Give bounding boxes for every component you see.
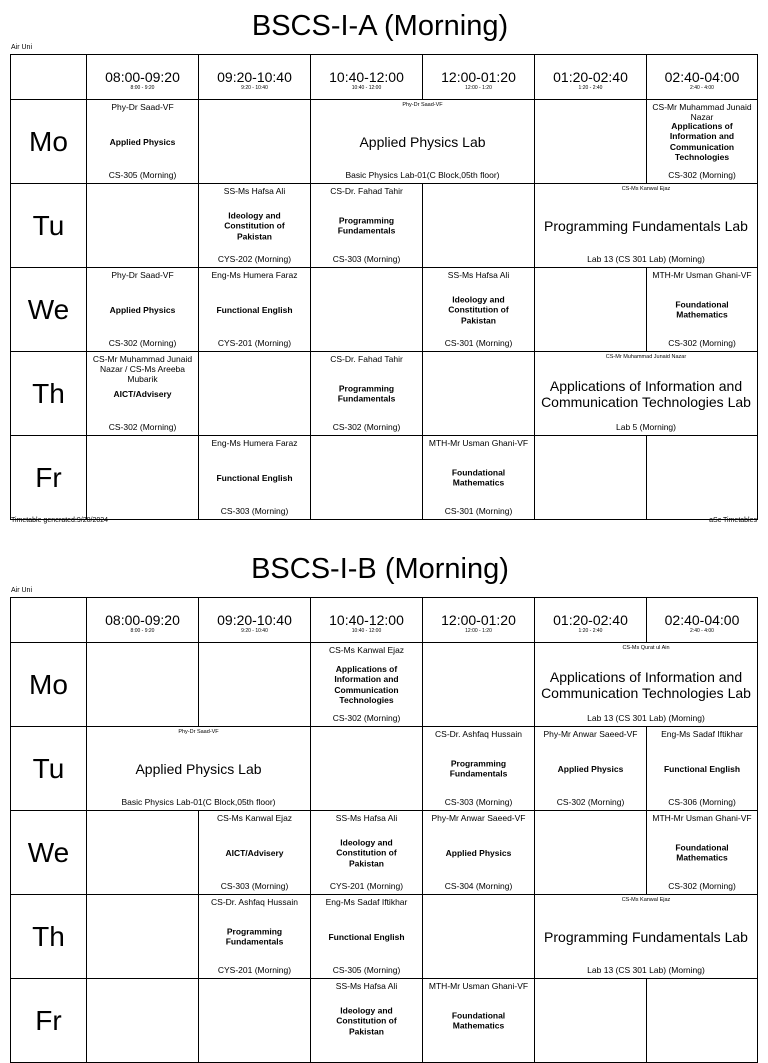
lesson-cell[interactable] bbox=[423, 268, 535, 352]
lesson-subject: Applied Physics Lab bbox=[135, 760, 262, 777]
lesson-teacher: SS-Ms Hafsa Ali bbox=[335, 981, 398, 991]
lesson-room: CS-303 (Morning) bbox=[220, 506, 289, 516]
lesson-cell[interactable] bbox=[199, 811, 311, 895]
day-label: Tu bbox=[11, 727, 87, 811]
period-header bbox=[87, 55, 199, 100]
period-time: 12:00-01:20 bbox=[441, 68, 516, 85]
lesson-subject: Applied Physics bbox=[109, 136, 176, 147]
lesson-teacher: Eng-Ms Sadaf Iftikhar bbox=[661, 729, 743, 739]
lesson-cell[interactable] bbox=[535, 643, 758, 727]
lesson-cell[interactable] bbox=[535, 184, 758, 268]
lesson-subject: Ideology and Constitution of Pakistan bbox=[448, 293, 509, 325]
empty-cell bbox=[535, 100, 647, 184]
lesson-teacher: MTH-Mr Usman Ghani-VF bbox=[652, 270, 752, 280]
empty-cell bbox=[535, 268, 647, 352]
empty-cell bbox=[199, 352, 311, 436]
footer-brand: aSc Timetables bbox=[709, 517, 757, 524]
lesson-subject: Applied Physics bbox=[109, 304, 176, 315]
period-header bbox=[535, 598, 647, 643]
lesson-teacher: Phy-Mr Anwar Saeed-VF bbox=[431, 813, 526, 823]
organization-label: Air Uni bbox=[11, 44, 33, 51]
day-label: Fr bbox=[11, 979, 87, 1063]
lesson-subject: Applications of Information and Communication Technologies Lab bbox=[541, 668, 751, 701]
lesson-subject: Applications of Information and Communication Technologies bbox=[669, 120, 735, 162]
period-header bbox=[647, 55, 758, 100]
lesson-content bbox=[87, 100, 198, 183]
lesson-teacher: CS-Dr. Ashfaq Hussain bbox=[211, 897, 298, 907]
lesson-room: CS-301 (Morning) bbox=[444, 338, 513, 348]
lesson-subject: Programming Fundamentals bbox=[337, 215, 396, 236]
lesson-subject: Foundational Mathematics bbox=[675, 842, 729, 863]
lesson-room: Lab 13 (CS 301 Lab) (Morning) bbox=[587, 713, 705, 723]
empty-cell bbox=[87, 895, 199, 979]
lesson-teacher: CS-Dr. Ashfaq Hussain bbox=[435, 729, 522, 739]
lesson-content bbox=[647, 727, 757, 810]
empty-cell bbox=[199, 643, 311, 727]
lesson-cell[interactable] bbox=[199, 268, 311, 352]
lesson-subject: Programming Fundamentals bbox=[337, 383, 396, 404]
lesson-teacher: MTH-Mr Usman Ghani-VF bbox=[652, 813, 752, 823]
period-time: 09:20-10:40 bbox=[217, 611, 292, 628]
lesson-room: CS-305 (Morning) bbox=[108, 170, 177, 180]
lesson-content bbox=[423, 979, 534, 1062]
empty-cell bbox=[535, 979, 647, 1063]
lesson-teacher: CS-Ms Kanwal Ejaz bbox=[216, 813, 293, 823]
lesson-room: CS-303 (Morning) bbox=[444, 797, 513, 807]
day-label: Fr bbox=[11, 436, 87, 520]
period-time: 10:40-12:00 bbox=[329, 68, 404, 85]
lesson-room: CS-302 (Morning) bbox=[556, 797, 625, 807]
lesson-room: Lab 13 (CS 301 Lab) (Morning) bbox=[587, 254, 705, 264]
lesson-teacher: CS-Dr. Fahad Tahir bbox=[330, 186, 403, 196]
lesson-subject: Programming Fundamentals bbox=[449, 758, 508, 779]
lesson-subject: Functional English bbox=[216, 472, 293, 483]
lesson-content bbox=[199, 436, 310, 519]
lesson-cell[interactable] bbox=[311, 811, 423, 895]
empty-cell bbox=[87, 643, 199, 727]
lesson-cell[interactable] bbox=[423, 436, 535, 520]
lesson-content bbox=[647, 100, 757, 183]
lesson-teacher: Phy-Mr Anwar Saeed-VF bbox=[543, 729, 638, 739]
period-subtime: 12:00 - 1:20 bbox=[465, 84, 492, 91]
lesson-content bbox=[535, 895, 757, 978]
empty-cell bbox=[647, 979, 758, 1063]
period-subtime: 12:00 - 1:20 bbox=[465, 627, 492, 634]
period-time: 01:20-02:40 bbox=[553, 68, 628, 85]
empty-cell bbox=[423, 643, 535, 727]
lesson-content bbox=[423, 436, 534, 519]
lesson-teacher: CS-Dr. Fahad Tahir bbox=[330, 354, 403, 364]
period-time: 02:40-04:00 bbox=[664, 68, 740, 85]
day-label: Th bbox=[11, 352, 87, 436]
lesson-cell[interactable] bbox=[199, 895, 311, 979]
lesson-cell[interactable] bbox=[87, 727, 311, 811]
period-time: 01:20-02:40 bbox=[553, 611, 628, 628]
lesson-content bbox=[423, 268, 534, 351]
lesson-cell[interactable] bbox=[535, 727, 647, 811]
lesson-teacher: MTH-Mr Usman Ghani-VF bbox=[428, 981, 529, 991]
lesson-content bbox=[199, 811, 310, 894]
lesson-cell[interactable] bbox=[535, 352, 758, 436]
period-time: 09:20-10:40 bbox=[217, 68, 292, 85]
lesson-content bbox=[535, 643, 757, 726]
day-row bbox=[11, 727, 758, 811]
lesson-content bbox=[311, 184, 422, 267]
day-row bbox=[11, 100, 758, 184]
empty-cell bbox=[87, 811, 199, 895]
lesson-content bbox=[199, 184, 310, 267]
lesson-room: Basic Physics Lab-01(C Block,05th floor) bbox=[121, 797, 276, 807]
lesson-subject: Foundational Mathematics bbox=[675, 299, 729, 320]
lesson-room: CYS-201 (Morning) bbox=[217, 338, 292, 348]
lesson-content bbox=[535, 727, 646, 810]
lesson-content bbox=[423, 727, 534, 810]
lesson-room: CS-304 (Morning) bbox=[444, 881, 513, 891]
empty-cell bbox=[647, 436, 758, 520]
period-time: 12:00-01:20 bbox=[441, 611, 516, 628]
footer-generated: Timetable generated:9/20/2024 bbox=[11, 517, 109, 524]
lesson-cell[interactable] bbox=[535, 895, 758, 979]
lesson-content bbox=[87, 352, 198, 435]
day-row bbox=[11, 184, 758, 268]
lesson-subject: Functional English bbox=[328, 931, 405, 942]
lesson-subject: Programming Fundamentals bbox=[225, 926, 284, 947]
lesson-content bbox=[311, 895, 422, 978]
lesson-room: CS-301 (Morning) bbox=[444, 506, 513, 516]
lesson-subject: AICT/Advisery bbox=[225, 847, 284, 858]
lesson-teacher: CS-Mr Muhammad Junaid Nazar / CS-Ms Areeba Mubarik bbox=[92, 354, 193, 384]
lesson-cell[interactable] bbox=[311, 352, 423, 436]
lesson-cell[interactable] bbox=[423, 727, 535, 811]
day-label: Mo bbox=[11, 100, 87, 184]
period-header bbox=[535, 55, 647, 100]
lesson-room: CS-306 (Morning) bbox=[668, 797, 736, 807]
lesson-cell[interactable] bbox=[423, 811, 535, 895]
lesson-teacher: CS-Ms Kanwal Ejaz bbox=[621, 186, 671, 192]
empty-cell bbox=[87, 436, 199, 520]
lesson-room: Basic Physics Lab-01(C Block,05th floor) bbox=[345, 170, 500, 180]
day-row bbox=[11, 436, 758, 520]
period-time: 10:40-12:00 bbox=[329, 611, 404, 628]
lesson-room: CS-303 (Morning) bbox=[220, 881, 289, 891]
lesson-cell[interactable] bbox=[311, 979, 423, 1063]
lesson-subject: Applied Physics Lab bbox=[359, 133, 486, 150]
lesson-cell[interactable] bbox=[87, 100, 199, 184]
lesson-content bbox=[311, 352, 422, 435]
timetable-title: BSCS-I-A (Morning) bbox=[251, 10, 509, 42]
period-subtime: 9:20 - 10:40 bbox=[241, 84, 268, 91]
empty-cell bbox=[311, 436, 423, 520]
empty-cell bbox=[423, 895, 535, 979]
empty-cell bbox=[535, 811, 647, 895]
period-subtime: 2:40 - 4:00 bbox=[690, 84, 714, 91]
lesson-teacher: SS-Ms Hafsa Ali bbox=[335, 813, 398, 823]
lesson-content bbox=[87, 268, 198, 351]
day-label: Th bbox=[11, 895, 87, 979]
period-header bbox=[199, 55, 311, 100]
lesson-teacher: CS-Mr Muhammad Junaid Nazar bbox=[652, 102, 752, 122]
header-row bbox=[11, 598, 758, 643]
period-header bbox=[199, 598, 311, 643]
lesson-cell[interactable] bbox=[199, 184, 311, 268]
lesson-subject: Programming Fundamentals Lab bbox=[544, 217, 748, 234]
lesson-cell[interactable] bbox=[311, 895, 423, 979]
lesson-cell[interactable] bbox=[647, 727, 758, 811]
lesson-content bbox=[199, 268, 310, 351]
lesson-content bbox=[311, 979, 422, 1062]
lesson-room: CS-302 (Morning) bbox=[108, 338, 177, 348]
period-subtime: 9:20 - 10:40 bbox=[241, 627, 268, 634]
lesson-teacher: CS-Mr Muhammad Junaid Nazar bbox=[605, 354, 687, 360]
period-header bbox=[311, 55, 423, 100]
lesson-room: CS-302 (Morning) bbox=[668, 881, 736, 891]
lesson-room: CS-303 (Morning) bbox=[332, 254, 401, 264]
lesson-subject: Programming Fundamentals Lab bbox=[544, 928, 748, 945]
lesson-cell[interactable] bbox=[311, 184, 423, 268]
lesson-content bbox=[87, 727, 310, 810]
lesson-subject: Ideology and Constitution of Pakistan bbox=[224, 209, 285, 241]
lesson-subject: Foundational Mathematics bbox=[451, 467, 506, 488]
header-row bbox=[11, 55, 758, 100]
lesson-room: CS-302 (Morning) bbox=[332, 422, 401, 432]
period-time: 08:00-09:20 bbox=[105, 68, 180, 85]
timetable-grid bbox=[10, 54, 758, 520]
lesson-subject: Ideology and Constitution of Pakistan bbox=[336, 1004, 397, 1036]
lesson-room: CS-302 (Morning) bbox=[668, 338, 736, 348]
lesson-cell[interactable] bbox=[647, 811, 758, 895]
day-label: We bbox=[11, 268, 87, 352]
period-header bbox=[423, 598, 535, 643]
empty-cell bbox=[199, 979, 311, 1063]
day-row bbox=[11, 352, 758, 436]
lesson-content bbox=[647, 811, 757, 894]
lesson-room: CYS-201 (Morning) bbox=[329, 881, 404, 891]
lesson-teacher: Phy-Dr Saad-VF bbox=[111, 270, 174, 280]
lesson-cell[interactable] bbox=[87, 268, 199, 352]
lesson-teacher: Phy-Dr Saad-VF bbox=[178, 729, 219, 735]
period-subtime: 1:20 - 2:40 bbox=[578, 84, 603, 91]
lesson-room: CS-302 (Morning) bbox=[668, 170, 736, 180]
lesson-subject: Functional English bbox=[663, 763, 741, 774]
period-header bbox=[423, 55, 535, 100]
empty-cell bbox=[199, 100, 311, 184]
lesson-subject: Foundational Mathematics bbox=[451, 1010, 506, 1031]
lesson-room: CYS-201 (Morning) bbox=[217, 965, 292, 975]
lesson-teacher: SS-Ms Hafsa Ali bbox=[447, 270, 510, 280]
lesson-cell[interactable] bbox=[87, 352, 199, 436]
lesson-subject: Functional English bbox=[216, 304, 293, 315]
lesson-cell[interactable] bbox=[647, 100, 758, 184]
lesson-content bbox=[311, 100, 534, 183]
period-subtime: 2:40 - 4:00 bbox=[690, 627, 714, 634]
lesson-room: Lab 5 (Morning) bbox=[615, 422, 676, 432]
lesson-content bbox=[535, 184, 757, 267]
empty-cell bbox=[311, 268, 423, 352]
corner-cell bbox=[11, 55, 87, 100]
period-time: 02:40-04:00 bbox=[664, 611, 740, 628]
lesson-subject: Applications of Information and Communication Technologies Lab bbox=[541, 377, 751, 410]
lesson-cell[interactable] bbox=[647, 268, 758, 352]
lesson-room: CYS-202 (Morning) bbox=[217, 254, 292, 264]
lesson-content bbox=[311, 811, 422, 894]
day-row bbox=[11, 643, 758, 727]
lesson-room: CS-302 (Morning) bbox=[108, 422, 177, 432]
lesson-teacher: CS-Ms Kanwal Ejaz bbox=[328, 645, 405, 655]
lesson-subject: Applied Physics bbox=[557, 763, 624, 774]
period-header bbox=[647, 598, 758, 643]
timetable-grid bbox=[10, 597, 758, 1063]
lesson-content bbox=[199, 895, 310, 978]
lesson-subject: AICT/Advisery bbox=[113, 388, 172, 399]
day-label: Mo bbox=[11, 643, 87, 727]
lesson-cell[interactable] bbox=[199, 436, 311, 520]
lesson-cell[interactable] bbox=[311, 643, 423, 727]
lesson-subject: Applications of Information and Communication Technologies bbox=[334, 663, 399, 705]
lesson-content bbox=[423, 811, 534, 894]
empty-cell bbox=[87, 184, 199, 268]
lesson-content bbox=[311, 643, 422, 726]
period-header bbox=[311, 598, 423, 643]
period-subtime: 8:00 - 9:20 bbox=[130, 84, 155, 91]
lesson-subject: Ideology and Constitution of Pakistan bbox=[336, 836, 397, 868]
period-header bbox=[87, 598, 199, 643]
lesson-teacher: Eng-Ms Sadaf Iftikhar bbox=[325, 897, 408, 907]
day-label: We bbox=[11, 811, 87, 895]
empty-cell bbox=[423, 352, 535, 436]
day-row bbox=[11, 979, 758, 1063]
period-subtime: 8:00 - 9:20 bbox=[130, 627, 155, 634]
lesson-cell[interactable] bbox=[311, 100, 535, 184]
day-row bbox=[11, 268, 758, 352]
lesson-teacher: CS-Ms Qurat ul Ain bbox=[622, 645, 670, 651]
lesson-content bbox=[535, 352, 757, 435]
lesson-room: Lab 13 (CS 301 Lab) (Morning) bbox=[587, 965, 705, 975]
lesson-teacher: Eng-Ms Humera Faraz bbox=[211, 270, 298, 280]
period-subtime: 10:40 - 12:00 bbox=[351, 84, 382, 91]
lesson-teacher: MTH-Mr Usman Ghani-VF bbox=[428, 438, 529, 448]
lesson-teacher: CS-Ms Kanwal Ejaz bbox=[621, 897, 671, 903]
day-label: Tu bbox=[11, 184, 87, 268]
empty-cell bbox=[423, 184, 535, 268]
lesson-subject: Applied Physics bbox=[445, 847, 512, 858]
lesson-teacher: Eng-Ms Humera Faraz bbox=[211, 438, 298, 448]
period-time: 08:00-09:20 bbox=[105, 611, 180, 628]
lesson-content bbox=[647, 268, 757, 351]
lesson-teacher: Phy-Dr Saad-VF bbox=[111, 102, 174, 112]
lesson-room: CS-302 (Morning) bbox=[332, 713, 401, 723]
empty-cell bbox=[535, 436, 647, 520]
organization-label: Air Uni bbox=[11, 587, 33, 594]
lesson-cell[interactable] bbox=[423, 979, 535, 1063]
timetable-title: BSCS-I-B (Morning) bbox=[251, 553, 509, 585]
lesson-teacher: Phy-Dr Saad-VF bbox=[402, 102, 443, 108]
lesson-room: CS-305 (Morning) bbox=[332, 965, 401, 975]
day-row bbox=[11, 895, 758, 979]
empty-cell bbox=[311, 727, 423, 811]
period-subtime: 10:40 - 12:00 bbox=[351, 627, 382, 634]
empty-cell bbox=[87, 979, 199, 1063]
day-row bbox=[11, 811, 758, 895]
corner-cell bbox=[11, 598, 87, 643]
lesson-teacher: SS-Ms Hafsa Ali bbox=[223, 186, 286, 196]
period-subtime: 1:20 - 2:40 bbox=[578, 627, 603, 634]
